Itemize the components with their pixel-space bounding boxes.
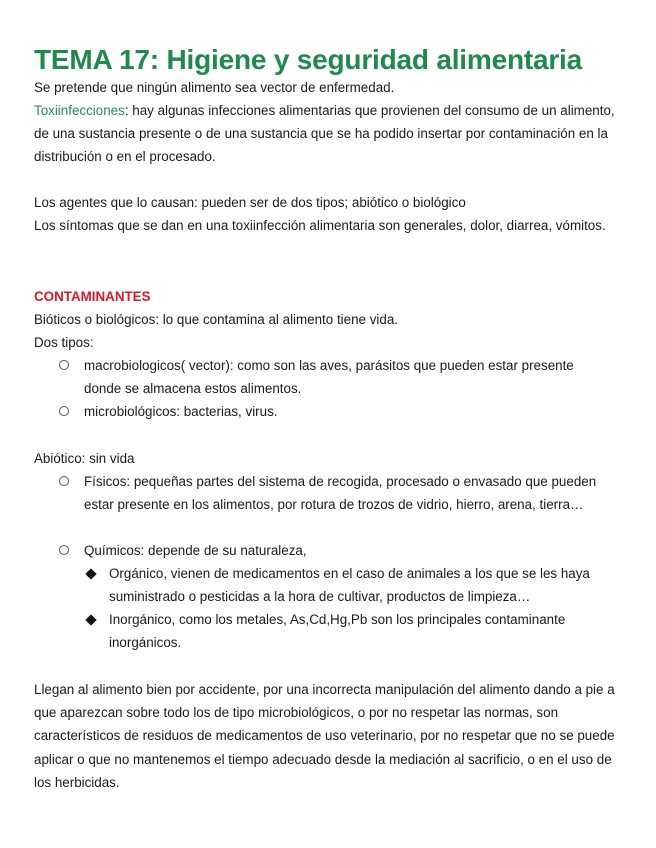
intro-text: Se pretende que ningún alimento sea vector de enfermedad.: [34, 80, 395, 95]
toxiinfecciones-definition: : hay algunas infecciones alimentarias que provienen del consumo de un alimento, de una sustancia presente o de una sustancia que se ha podido insertar por contaminación en la distribución o en el procesado.: [34, 103, 615, 165]
bioticos-text: Bióticos o biológicos: lo que contamina al alimento tiene vida.: [34, 312, 398, 327]
list-item: Orgánico, vienen de medicamentos en el caso de animales a los que se les haya suministrado o pesticidas a la hora de cultivar, productos de limpieza…: [109, 566, 590, 605]
agents-text: Los agentes que lo causan: pueden ser de dos tipos; abiótico o biológico: [34, 195, 466, 210]
dos-tipos-text: Dos tipos:: [34, 335, 94, 350]
toxiinfecciones-term: Toxiinfecciones: [34, 103, 125, 118]
list-item: Físicos: pequeñas partes del sistema de recogida, procesado o envasado que pueden estar presente en los alimentos, por rotura de trozos de vidrio, hierro, arena, tierra…: [84, 474, 597, 513]
symptoms-text: Los síntomas que se dan en una toxiinfección alimentaria son generales, dolor, diarrea, vómitos.: [34, 218, 606, 233]
hollow-circle-bullet-icon: [59, 545, 69, 555]
diamond-bullet-icon: [85, 614, 96, 625]
list-item: Inorgánico, como los metales, As,Cd,Hg,Pb son los principales contaminante inorgánicos.: [109, 612, 566, 651]
list-item: microbiológicos: bacterias, virus.: [84, 404, 278, 419]
diamond-bullet-icon: [85, 568, 96, 579]
contaminantes-heading: CONTAMINANTES: [34, 289, 151, 304]
hollow-circle-bullet-icon: [59, 360, 69, 370]
list-item: Químicos: depende de su naturaleza,: [84, 543, 307, 558]
page-title: TEMA 17: Higiene y seguridad alimentaria: [34, 44, 583, 75]
hollow-circle-bullet-icon: [59, 406, 69, 416]
closing-paragraph: Llegan al alimento bien por accidente, por una incorrecta manipulación del alimento dando a pie a que aparezcan sobre todo los de tipo microbiológicos, o por no respetar las normas, son característicos de residuos de medicamentos de uso veterinario, por no respetar que no se puede aplicar o que no mantenemos el tiempo adecuado desde la mediación al sacrificio, o en el uso de los herbicidas.: [34, 682, 615, 790]
hollow-circle-bullet-icon: [59, 476, 69, 486]
list-item: macrobiologicos( vector): como son las aves, parásitos que pueden estar presente donde se almacena estos alimentos.: [84, 358, 574, 397]
abiotico-text: Abiótico: sin vida: [34, 451, 135, 466]
toxiinfecciones-paragraph: [34, 99, 619, 169]
